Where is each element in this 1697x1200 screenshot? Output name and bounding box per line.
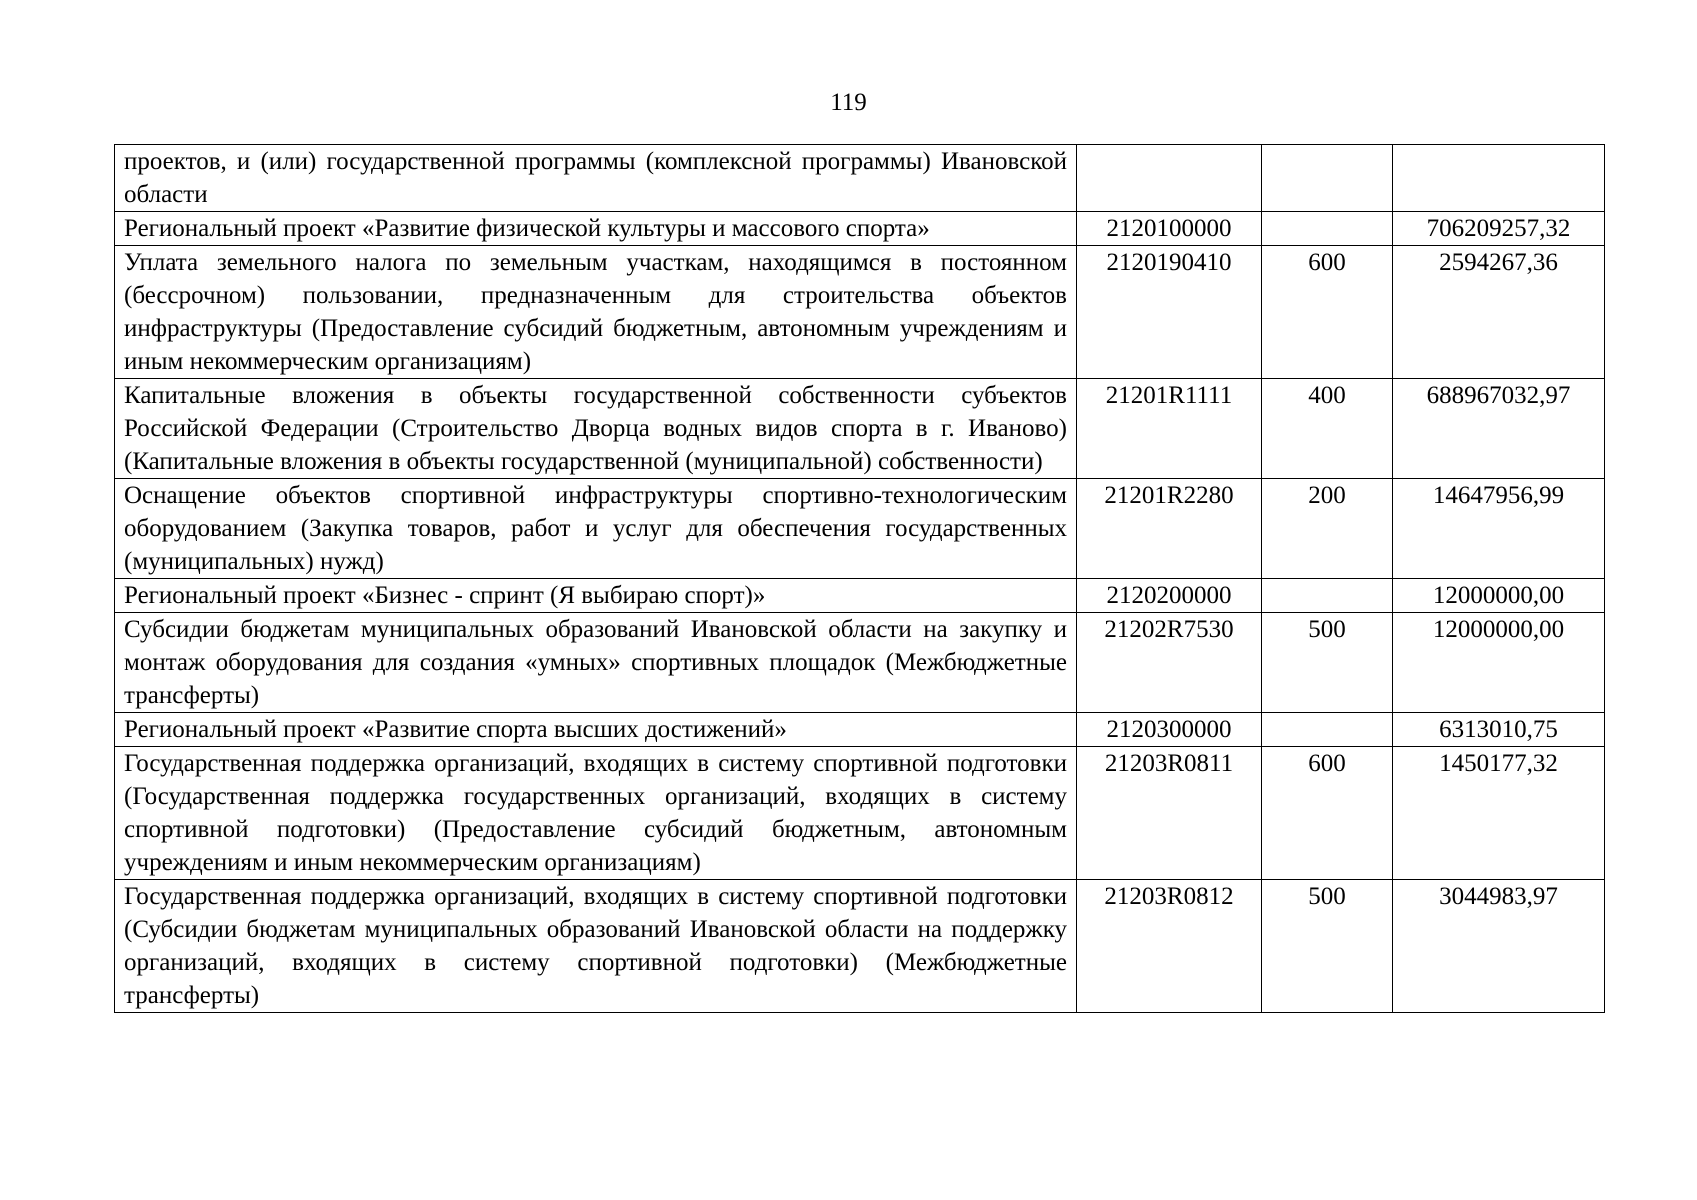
row-expense-type-cell: 600 xyxy=(1262,246,1393,379)
table-row xyxy=(115,212,1605,246)
table-row xyxy=(115,747,1605,880)
row-amount-cell: 2594267,36 xyxy=(1393,246,1605,379)
row-amount-cell: 688967032,97 xyxy=(1393,379,1605,479)
row-amount-cell: 3044983,97 xyxy=(1393,880,1605,1013)
row-name-cell: проектов, и (или) государственной программы (комплексной программы) Ивановской области xyxy=(115,145,1077,212)
row-name-cell: Региональный проект «Развитие физической культуры и массового спорта» xyxy=(115,212,1077,246)
row-code-cell: 21203R0811 xyxy=(1077,747,1262,880)
row-expense-type-cell xyxy=(1262,212,1393,246)
row-expense-type-cell: 400 xyxy=(1262,379,1393,479)
row-code-cell: 21202R7530 xyxy=(1077,613,1262,713)
table-row xyxy=(115,379,1605,479)
table-row xyxy=(115,880,1605,1013)
row-expense-type-cell: 600 xyxy=(1262,747,1393,880)
row-code-cell: 2120200000 xyxy=(1077,579,1262,613)
row-amount-cell: 12000000,00 xyxy=(1393,579,1605,613)
row-expense-type-cell xyxy=(1262,713,1393,747)
row-amount-cell: 1450177,32 xyxy=(1393,747,1605,880)
row-code-cell: 2120190410 xyxy=(1077,246,1262,379)
row-expense-type-cell: 500 xyxy=(1262,613,1393,713)
row-name-cell: Государственная поддержка организаций, входящих в систему спортивной подготовки (Субсидии бюджетам муниципальных образований Ивановской области на поддержку организаций, входящих в систему спортивной подготовки) (Межбюджетные трансферты) xyxy=(115,880,1077,1013)
row-code-cell: 21201R2280 xyxy=(1077,479,1262,579)
row-amount-cell: 12000000,00 xyxy=(1393,613,1605,713)
row-name-cell: Уплата земельного налога по земельным участкам, находящимся в постоянном (бессрочном) пользовании, предназначенным для строительства объектов инфраструктуры (Предоставление субсидий бюджетным, автономным учреждениям и иным некоммерческим организациям) xyxy=(115,246,1077,379)
row-name-cell: Субсидии бюджетам муниципальных образований Ивановской области на закупку и монтаж оборудования для создания «умных» спортивных площадок (Межбюджетные трансферты) xyxy=(115,613,1077,713)
row-code-cell: 2120300000 xyxy=(1077,713,1262,747)
row-expense-type-cell: 200 xyxy=(1262,479,1393,579)
row-code-cell: 21203R0812 xyxy=(1077,880,1262,1013)
table-row xyxy=(115,613,1605,713)
row-expense-type-cell xyxy=(1262,145,1393,212)
page-number: 119 xyxy=(830,89,867,116)
row-name-cell: Государственная поддержка организаций, входящих в систему спортивной подготовки (Государственная поддержка государственных организаций, входящих в систему спортивной подготовки) (Предоставление субсидий бюджетным, автономным учреждениям и иным некоммерческим организациям) xyxy=(115,747,1077,880)
row-amount-cell: 14647956,99 xyxy=(1393,479,1605,579)
row-code-cell: 2120100000 xyxy=(1077,212,1262,246)
row-code-cell xyxy=(1077,145,1262,212)
row-amount-cell: 6313010,75 xyxy=(1393,713,1605,747)
row-name-cell: Региональный проект «Развитие спорта высших достижений» xyxy=(115,713,1077,747)
row-name-cell: Оснащение объектов спортивной инфраструктуры спортивно-технологическим оборудованием (Закупка товаров, работ и услуг для обеспечения государственных (муниципальных) нужд) xyxy=(115,479,1077,579)
table-row xyxy=(115,479,1605,579)
budget-table xyxy=(114,144,1605,1013)
row-name-cell: Капитальные вложения в объекты государственной собственности субъектов Российской Федерации (Строительство Дворца водных видов спорта в г. Иваново) (Капитальные вложения в объекты государственной (муниципальной) собственности) xyxy=(115,379,1077,479)
row-expense-type-cell: 500 xyxy=(1262,880,1393,1013)
row-amount-cell: 706209257,32 xyxy=(1393,212,1605,246)
table-row xyxy=(115,579,1605,613)
table-row xyxy=(115,713,1605,747)
table-row xyxy=(115,145,1605,212)
row-name-cell: Региональный проект «Бизнес - спринт (Я выбираю спорт)» xyxy=(115,579,1077,613)
row-amount-cell xyxy=(1393,145,1605,212)
row-expense-type-cell xyxy=(1262,579,1393,613)
row-code-cell: 21201R1111 xyxy=(1077,379,1262,479)
table-row xyxy=(115,246,1605,379)
